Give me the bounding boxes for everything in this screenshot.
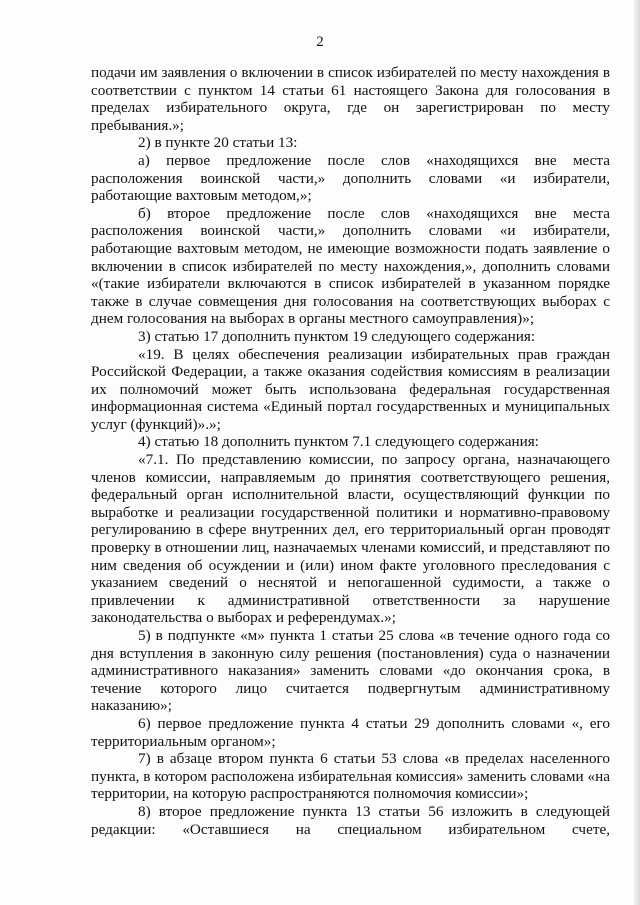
document-body <box>91 64 610 838</box>
paragraph-item-7: 7) в абзаце втором пункта 6 статьи 53 слова «в пределах населенного пункта, в котором расположена избирательная комиссия» заменить словами «на территории, на которую распространяются полномочия комиссии»; <box>91 750 610 803</box>
scan-edge <box>634 0 640 905</box>
paragraph-item-2: 2) в пункте 20 статьи 13: <box>138 134 298 152</box>
paragraph-item-2a: а) первое предложение после слов «находящихся вне места расположения воинской части,» дополнить словами «и избиратели, работающие вахтовым методом,»; <box>91 151 610 205</box>
paragraph-item-6: 6) первое предложение пункта 4 статьи 29 дополнить словами «, его территориальным органом»; <box>91 714 610 750</box>
paragraph-item-8: 8) второе предложение пункта 13 статьи 56 изложить в следующей редакции: «Оставшиеся на специальном избирательном счете, <box>91 802 610 838</box>
paragraph-item-4: 4) статью 18 дополнить пунктом 7.1 следующего содержания: <box>138 433 539 451</box>
paragraph-quote-7-1: «7.1. По представлению комиссии, по запросу органа, назначающего членов комиссии, направляемым до принятия соответствующего решения, федеральный орган исполнительной власти, осуществляющий функции по выработке и реализации государственной политики и нормативно-правовому регулированию в сфере внутренних дел, его территориальный орган проводят проверку в отношении лиц, назначаемых членами комиссий, и представляют по ним сведения об осуждении и (или) ином факте уголовного преследования с указанием сведений о неснятой и непогашенной судимости, а также о привлечении к административной ответственности за нарушение законодательства о выборах и референдумах.»; <box>91 451 610 627</box>
paragraph-quote-19: «19. В целях обеспечения реализации избирательных прав граждан Российской Федерации, а также оказания содействия комиссиям в реализации их полномочий может быть использована федеральная государственная информационная система «Единый портал государственных и муниципальных услуг (функций)».»; <box>91 345 610 433</box>
page-number: 2 <box>316 34 324 50</box>
paragraph-item-2b: б) второе предложение после слов «находящихся вне места расположения воинской части,» дополнить словами «и избиратели, работающие вахтовым методом, не имеющие возможности подать заявление о включении в список избирателей по месту нахождения,», дополнить словами «(такие избиратели включаются в список избирателей в указанном порядке также в случае совмещения дня голосования на соответствующих выборах с днем голосования на выборах в органы местного самоуправления)»; <box>91 204 610 328</box>
paragraph-continuation: подачи им заявления о включении в список избирателей по месту нахождения в соответствии с пунктом 14 статьи 61 настоящего Закона для голосования в пределах избирательного округа, где он зарегистрирован по месту пребывания.»; <box>91 64 610 134</box>
paragraph-item-3: 3) статью 17 дополнить пунктом 19 следующего содержания: <box>138 327 536 345</box>
paragraph-item-5: 5) в подпункте «м» пункта 1 статьи 25 слова «в течение одного года со дня вступления в законную силу решения (постановления) суда о назначении административного наказания» заменить словами «до окончания срока, в течение которого лицо считается подвергнутым административному наказанию»; <box>91 627 610 715</box>
